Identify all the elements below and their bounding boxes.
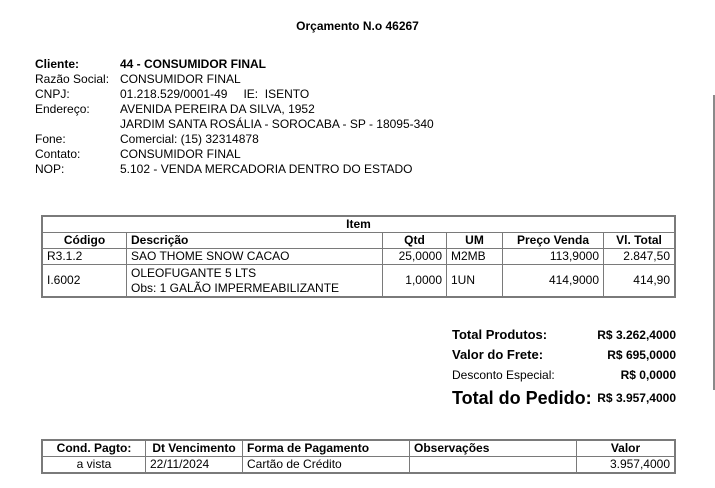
col-cond-pagto: Cond. Pagto: xyxy=(42,440,146,457)
cell-observacoes xyxy=(410,457,577,474)
frete-value: R$ 695,0000 xyxy=(607,348,676,362)
frete-label: Valor do Frete: xyxy=(452,347,544,362)
col-forma-pagamento: Forma de Pagamento xyxy=(243,440,410,457)
col-qtd: Qtd xyxy=(383,233,447,249)
contato-label: Contato: xyxy=(35,147,81,161)
cnpj-row xyxy=(35,87,434,102)
endereco-line2: JARDIM SANTA ROSÁLIA - SOROCABA - SP - 18095-340 xyxy=(120,117,434,131)
cell-um: M2MB xyxy=(447,249,503,265)
col-valor: Valor xyxy=(577,440,676,457)
desconto-row xyxy=(452,365,676,385)
contato-value: CONSUMIDOR FINAL xyxy=(120,147,241,161)
cell-qtd: 1,0000 xyxy=(383,265,447,298)
nop-value: 5.102 - VENDA MERCADORIA DENTRO DO ESTADO xyxy=(120,162,413,176)
total-produtos-row xyxy=(452,325,676,345)
endereco-row-2 xyxy=(35,117,434,132)
endereco-line1: AVENIDA PEREIRA DA SILVA, 1952 xyxy=(120,102,315,116)
fone-label: Fone: xyxy=(35,132,66,146)
payment-header-row xyxy=(42,440,675,457)
items-table xyxy=(41,215,676,298)
fone-value: Comercial: (15) 32314878 xyxy=(120,132,259,146)
client-value: 44 - CONSUMIDOR FINAL xyxy=(120,57,267,71)
cell-forma-pagamento: Cartão de Crédito xyxy=(243,457,410,474)
client-info xyxy=(35,57,434,177)
total-produtos-label: Total Produtos: xyxy=(452,327,548,342)
cnpj-label: CNPJ: xyxy=(35,87,70,101)
cell-vencimento: 22/11/2024 xyxy=(146,457,243,474)
client-label: Cliente: xyxy=(35,57,80,71)
col-preco: Preço Venda xyxy=(503,233,604,249)
cell-descricao: SAO THOME SNOW CACAO xyxy=(127,249,383,265)
cell-um: 1UN xyxy=(447,265,503,298)
total-pedido-label: Total do Pedido: xyxy=(452,388,592,408)
totals-block xyxy=(452,325,676,411)
col-total: Vl. Total xyxy=(604,233,676,249)
cell-total: 2.847,50 xyxy=(604,249,676,265)
col-descricao: Descrição xyxy=(127,233,383,249)
table-row xyxy=(42,457,675,474)
contato-row xyxy=(35,147,434,162)
item-obs: Obs: 1 GALÃO IMPERMEABILIZANTE xyxy=(131,280,340,295)
razao-value: CONSUMIDOR FINAL xyxy=(120,72,241,86)
items-caption: Item xyxy=(42,216,675,233)
total-pedido-row xyxy=(452,385,676,411)
cell-valor: 3.957,4000 xyxy=(577,457,676,474)
desconto-value: R$ 0,0000 xyxy=(620,368,676,382)
col-vencimento: Dt Vencimento xyxy=(146,440,243,457)
endereco-row xyxy=(35,102,434,117)
client-row xyxy=(35,57,434,72)
endereco-label: Endereço: xyxy=(35,102,90,116)
table-row xyxy=(42,249,675,265)
ie-label: IE: xyxy=(243,87,259,101)
desconto-label: Desconto Especial: xyxy=(452,368,555,382)
col-observacoes: Observações xyxy=(410,440,577,457)
ie-value: ISENTO xyxy=(264,87,310,101)
cell-total: 414,90 xyxy=(604,265,676,298)
cnpj-value: 01.218.529/0001-49 xyxy=(120,87,228,101)
razao-row xyxy=(35,72,434,87)
items-caption-row xyxy=(42,216,675,233)
cell-qtd: 25,0000 xyxy=(383,249,447,265)
document-title: Orçamento N.o 46267 xyxy=(296,19,419,33)
table-row xyxy=(42,265,675,298)
fone-row xyxy=(35,132,434,147)
total-pedido-value: R$ 3.957,4000 xyxy=(597,391,676,405)
cell-preco: 414,9000 xyxy=(503,265,604,298)
cell-codigo: R3.1.2 xyxy=(42,249,127,265)
item-description: OLEOFUGANTE 5 LTS xyxy=(131,265,257,280)
cell-preco: 113,9000 xyxy=(503,249,604,265)
razao-label: Razão Social: xyxy=(35,72,110,86)
items-header-row xyxy=(42,233,675,249)
total-produtos-value: R$ 3.262,4000 xyxy=(597,328,676,342)
frete-row xyxy=(452,345,676,365)
cell-codigo: I.6002 xyxy=(42,265,127,298)
col-um: UM xyxy=(447,233,503,249)
cell-descricao xyxy=(127,265,383,298)
cell-cond-pagto: a vista xyxy=(42,457,146,474)
payment-table xyxy=(41,439,676,474)
col-codigo: Código xyxy=(42,233,127,249)
nop-label: NOP: xyxy=(35,162,65,176)
nop-row xyxy=(35,162,434,177)
